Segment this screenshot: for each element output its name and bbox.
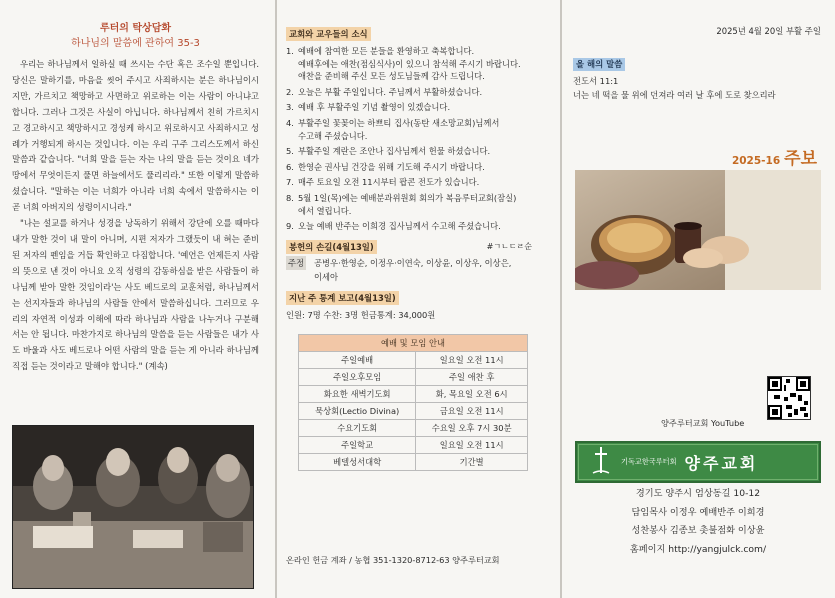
servers-line: 성찬봉사 김종보 촛불점화 이상윤	[631, 525, 765, 536]
list-item	[286, 220, 552, 233]
item-number: 3.	[286, 102, 294, 113]
item-number: 6.	[286, 161, 294, 172]
denomination-name: 기독교한국루터회	[621, 457, 677, 466]
order-note: #ㄱㄴㄷㄹ순	[486, 241, 532, 251]
list-item	[286, 101, 552, 114]
list-item	[286, 86, 552, 99]
table-row	[299, 385, 528, 402]
item-number: 2.	[286, 86, 294, 97]
list-item	[286, 117, 552, 142]
luther-table-painting	[12, 425, 254, 589]
item-text: 오늘 예배 반주는 이희경 집사님께서 수고해 주셨습니다.	[298, 221, 501, 232]
bulletin-heading	[732, 144, 817, 169]
church-banner	[575, 441, 821, 483]
church-name: 양주교회	[684, 453, 759, 473]
table-cell: 화, 목요일 오전 6시	[416, 385, 528, 402]
table-cell: 일요일 오전 11시	[416, 351, 528, 368]
list-item	[286, 192, 552, 217]
item-number: 4.	[286, 117, 294, 128]
section-title: 루터의 탁상담화	[99, 23, 172, 34]
table-row	[299, 436, 528, 453]
fold-line	[275, 0, 277, 598]
table-row	[299, 402, 528, 419]
homepage-link[interactable]: 홈페이지 http://yangjulck.com/	[629, 543, 767, 555]
body-paragraph: "나는 설교를 하거나 성경을 낭독하기 위해서 강단에 오를 때마다 내가 말한 것이 내 말이 아니며, 시편 저자가 그랬듯이 내 혀는 준비된 저자의 펜임을 거듭 확인하고 다짐합니다. '예언은 언제든지 사람의 뜻으로 낸 것이 아니요 오직 성령의 감동하심을 받은 사람들이 하나님께 받아 말한 것임이라'는 사도 베드로의 교훈처럼, 하나님께서는 선지자들과 하나님의 사람들 안에서 말씀하십니다. 그러므로 우리의 자연적 이성과 이해에 따라 하나님과 사람을 나누거나 구분해서는 안 됩니다. 마찬가지로 하나님의 말씀을 듣는 사람들은 내가 사도 바울과 사도 베드로나 어떤 사람의 말을 듣는 게 아니라 하나님께 직접 듣는 것이라고 말해야 합니다." (계속)	[12, 218, 259, 372]
offering-hands-title: 봉헌의 손길(4월13일)	[286, 240, 377, 254]
news-list	[286, 45, 552, 233]
list-item	[286, 45, 552, 83]
list-item	[286, 145, 552, 158]
table-cell: 주일학교	[299, 436, 416, 453]
body-paragraph: 우리는 하나님께서 일하실 때 쓰시는 수단 혹은 조수일 뿐입니다. 당신은 말하기를, 마음을 씻어 주시고 사죄하시는 분은 하나님이시지만, 가르치고 책망하고 사면하고 위로하는 이는 사람이 아니냐고 합니다. 그러나 그것은 사실이 아닙니다. 하나님께서 친히 가르치시고 경고하시고 책망하시고 경성케 하시고 위로하시고 사죄하시고 성례가 거행되게 하시는 것입니다. 이는 우리 구주 그리스도께서 하신 말씀과 같습니다. "너희 말을 듣는 자는 나의 말을 듣는 것이요 네가 땅에서 무엇이든지 풀면 하늘에서도 풀리리라." 또한 이렇게 말씀하셨습니다. "말하는 이는 너희가 아니라 너희 속에서 말씀하시는 이 곧 너희 아버지의 성령이시니라."	[12, 59, 259, 213]
item-text: 부활주일 계란은 조안나 집사님께서 헌물 하셨습니다.	[298, 146, 491, 157]
church-address: 경기도 양주시 엄상동길 10-12	[635, 488, 761, 499]
table-cell: 기간별	[416, 453, 528, 470]
item-number: 8.	[286, 192, 294, 203]
table-row	[299, 351, 528, 368]
item-text: 예배에 참여한 모든 분들을 환영하고 축복합니다. 예배후에는 애찬(점심식사)이 있으니 참석해 주시기 바랍니다. 애찬을 준비해 주신 모든 성도님들께 감사 드립니다.	[298, 46, 521, 82]
stats-title: 지난 주 통계 보고(4월13일)	[286, 291, 399, 305]
table-cell: 일요일 오전 11시	[416, 436, 528, 453]
table-cell: 수요기도회	[299, 419, 416, 436]
item-text: 부활주일 꽃꽂이는 하쁘티 집사(동탄 새소망교회)님께서 수고해 주셨습니다.	[298, 117, 500, 141]
table-header: 예배 및 모임 안내	[299, 334, 528, 351]
item-number: 1.	[286, 46, 294, 56]
issue-number: 2025-16	[731, 155, 781, 167]
stats-section	[286, 291, 552, 322]
item-number: 7.	[286, 177, 294, 188]
offering-label: 주정	[288, 257, 305, 268]
verse-text: 너는 네 떡을 물 위에 던져라 여러 날 후에 도로 찾으리라	[573, 90, 776, 100]
table-cell: 주일오후모임	[299, 368, 416, 385]
item-number: 5.	[286, 146, 294, 157]
verse-reference: 전도서 11:1	[573, 76, 619, 86]
table-row	[299, 453, 528, 470]
cross-icon	[591, 447, 611, 477]
verse-tag: 올 해의 말씀	[573, 58, 625, 71]
table-row	[299, 419, 528, 436]
list-item	[286, 176, 552, 189]
news-title: 교회와 교우들의 소식	[286, 27, 371, 41]
item-text: 한영순 권사님 건강을 위해 기도해 주시기 바랍니다.	[298, 161, 485, 172]
schedule-table	[298, 334, 528, 471]
qr-code[interactable]	[767, 376, 811, 420]
stats-text: 인원: 7명 수찬: 3명 헌금통계: 34,000원	[286, 309, 436, 320]
verse-of-year	[573, 52, 823, 102]
item-text: 5월 1일(목)에는 예배분과위원회 회의가 복음루터교회(잠실) 에서 열립니다.	[298, 192, 517, 216]
bulletin-date: 2025년 4월 20일 부활 주일	[716, 26, 821, 36]
table-cell: 수요일 오후 7시 30분	[416, 419, 528, 436]
youtube-label[interactable]: 양주루터교회 YouTube	[661, 418, 745, 428]
table-cell: 주일 애찬 후	[416, 368, 528, 385]
table-cell: 화요한 새벽기도회	[299, 385, 416, 402]
pastor-line: 담임목사 이정우 예배반주 이희경	[631, 506, 765, 518]
item-text: 예배 후 부활주일 기념 촬영이 있겠습니다.	[298, 102, 451, 113]
list-item	[286, 161, 552, 174]
item-text: 매주 토요일 오전 11시부터 팝콘 전도가 있습니다.	[298, 177, 480, 188]
bulletin-title: 주보	[784, 149, 817, 169]
column-news	[278, 0, 560, 598]
table-cell: 베델성서대학	[299, 453, 416, 470]
offering-hands-section	[286, 240, 552, 284]
table-row	[299, 368, 528, 385]
table-cell: 묵상회(Lectio Divina)	[299, 402, 416, 419]
item-text: 오늘은 부활 주일입니다. 주님께서 부활하셨습니다.	[298, 86, 483, 97]
fold-line	[560, 0, 562, 598]
table-cell: 금요일 오전 11시	[416, 402, 528, 419]
offering-names: 공병우·한영순, 이정우·이연숙, 이상윤, 이상우, 이상은, 이세아	[314, 257, 512, 282]
section-subtitle: 하나님의 말씀에 관하여 35-3	[71, 38, 200, 49]
column-cover	[563, 0, 835, 598]
online-offering-account: 온라인 헌금 계좌 / 농협 351-1320-8712-63 양주루터교회	[286, 555, 500, 565]
church-info	[575, 485, 821, 559]
table-cell: 주일예배	[299, 351, 416, 368]
bread-and-cup-photo	[575, 170, 821, 290]
item-number: 9.	[286, 221, 294, 232]
